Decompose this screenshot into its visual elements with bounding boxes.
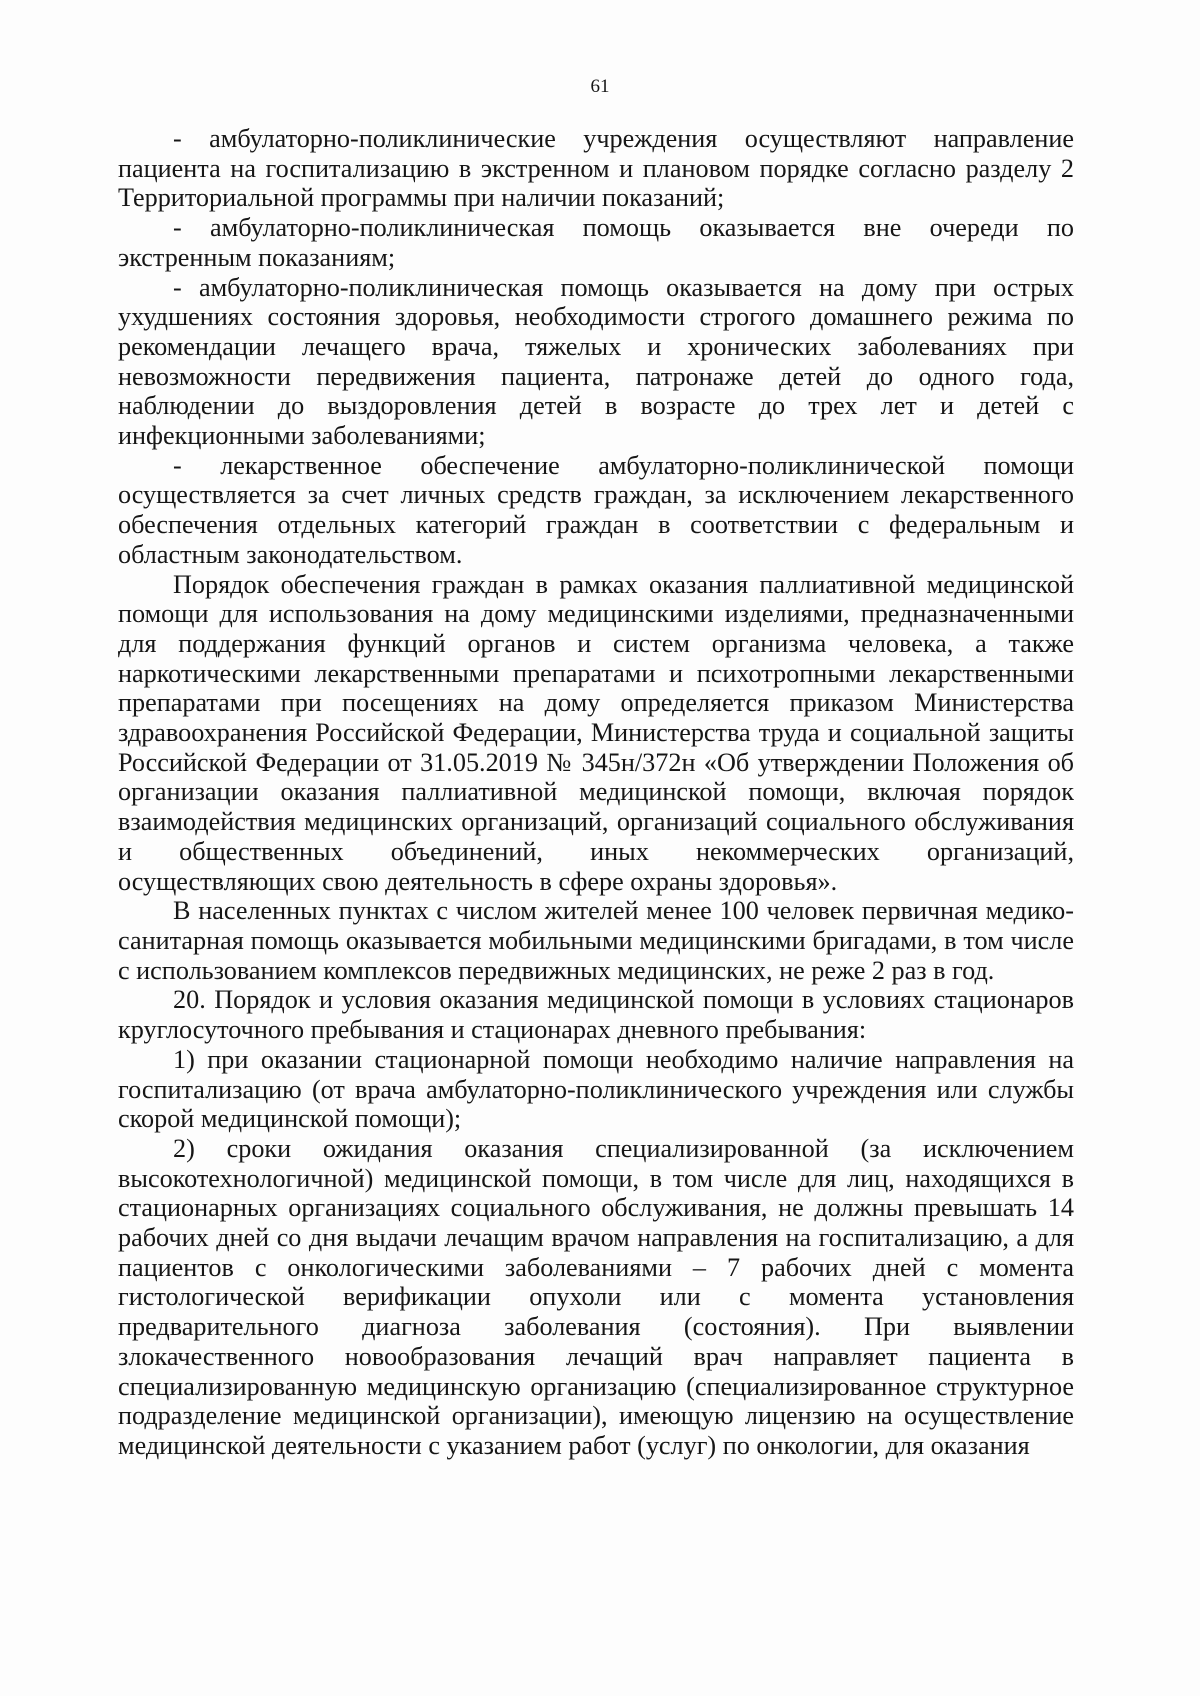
- paragraph-item-2: 2) сроки ожидания оказания специализированной (за исключением высокотехнологичной) медицинской помощи, в том числе для лиц, находящихся в стационарных организациях социального обслуживания, не должны превышать 14 рабочих дней со дня выдачи лечащим врачом направления на госпитализацию, а для пациентов с онкологическими заболеваниями – 7 рабочих дней с момента гистологической верификации опухоли или с момента установления предварительного диагноза заболевания (состояния). При выявлении злокачественного новообразования лечащий врач направляет пациента в специализированную медицинскую организацию (специализированное структурное подразделение медицинской организации), имеющую лицензию на осуществление медицинской деятельности с указанием работ (услуг) по онкологии, для оказания: [118, 1133, 1074, 1460]
- page-number: 61: [590, 76, 610, 97]
- paragraph-section-20-heading: 20. Порядок и условия оказания медицинской помощи в условиях стационаров круглосуточного пребывания и стационарах дневного пребывания:: [118, 985, 1074, 1045]
- document-body: [118, 124, 1074, 1461]
- paragraph-palliative-care: Порядок обеспечения граждан в рамках оказания паллиативной медицинской помощи для использования на дому медицинскими изделиями, предназначенными для поддержания функций органов и систем организма человека, а также наркотическими лекарственными препаратами и психотропными лекарственными препаратами при посещениях на дому определяется приказом Министерства здравоохранения Российской Федерации, Министерства труда и социальной защиты Российской Федерации от 31.05.2019 № 345н/372н «Об утверждении Положения об организации оказания паллиативной медицинской помощи, включая порядок взаимодействия медицинских организаций, организаций социального обслуживания и общественных объединений, иных некоммерческих организаций, осуществляющих свою деятельность в сфере охраны здоровья».: [118, 569, 1074, 896]
- paragraph-mobile-teams: В населенных пунктах с числом жителей менее 100 человек первичная медико-санитарная помощь оказывается мобильными медицинскими бригадами, в том числе с использованием комплексов передвижных медицинских, не реже 2 раз в год.: [118, 896, 1074, 985]
- paragraph-home-care: - амбулаторно-поликлиническая помощь оказывается на дому при острых ухудшениях состояния здоровья, необходимости строгого домашнего режима по рекомендации лечащего врача, тяжелых и хронических заболеваниях при невозможности передвижения пациента, патронаже детей до одного года, наблюдении до выздоровления детей в возрасте до трех лет и детей с инфекционными заболеваниями;: [118, 272, 1074, 451]
- paragraph-out-of-queue-help: - амбулаторно-поликлиническая помощь оказывается вне очереди по экстренным показаниям;: [118, 213, 1074, 272]
- paragraph-item-1: 1) при оказании стационарной помощи необходимо наличие направления на госпитализацию (от врача амбулаторно-поликлинического учреждения или службы скорой медицинской помощи);: [118, 1044, 1074, 1134]
- paragraph-drug-provision: - лекарственное обеспечение амбулаторно-поликлинической помощи осуществляется за счет личных средств граждан, за исключением лекарственного обеспечения отдельных категорий граждан в соответствии с федеральным и областным законодательством.: [118, 450, 1074, 569]
- paragraph-referral-hospitalization: - амбулаторно-поликлинические учреждения осуществляют направление пациента на госпитализацию в экстренном и плановом порядке согласно разделу 2 Территориальной программы при наличии показаний;: [118, 124, 1074, 213]
